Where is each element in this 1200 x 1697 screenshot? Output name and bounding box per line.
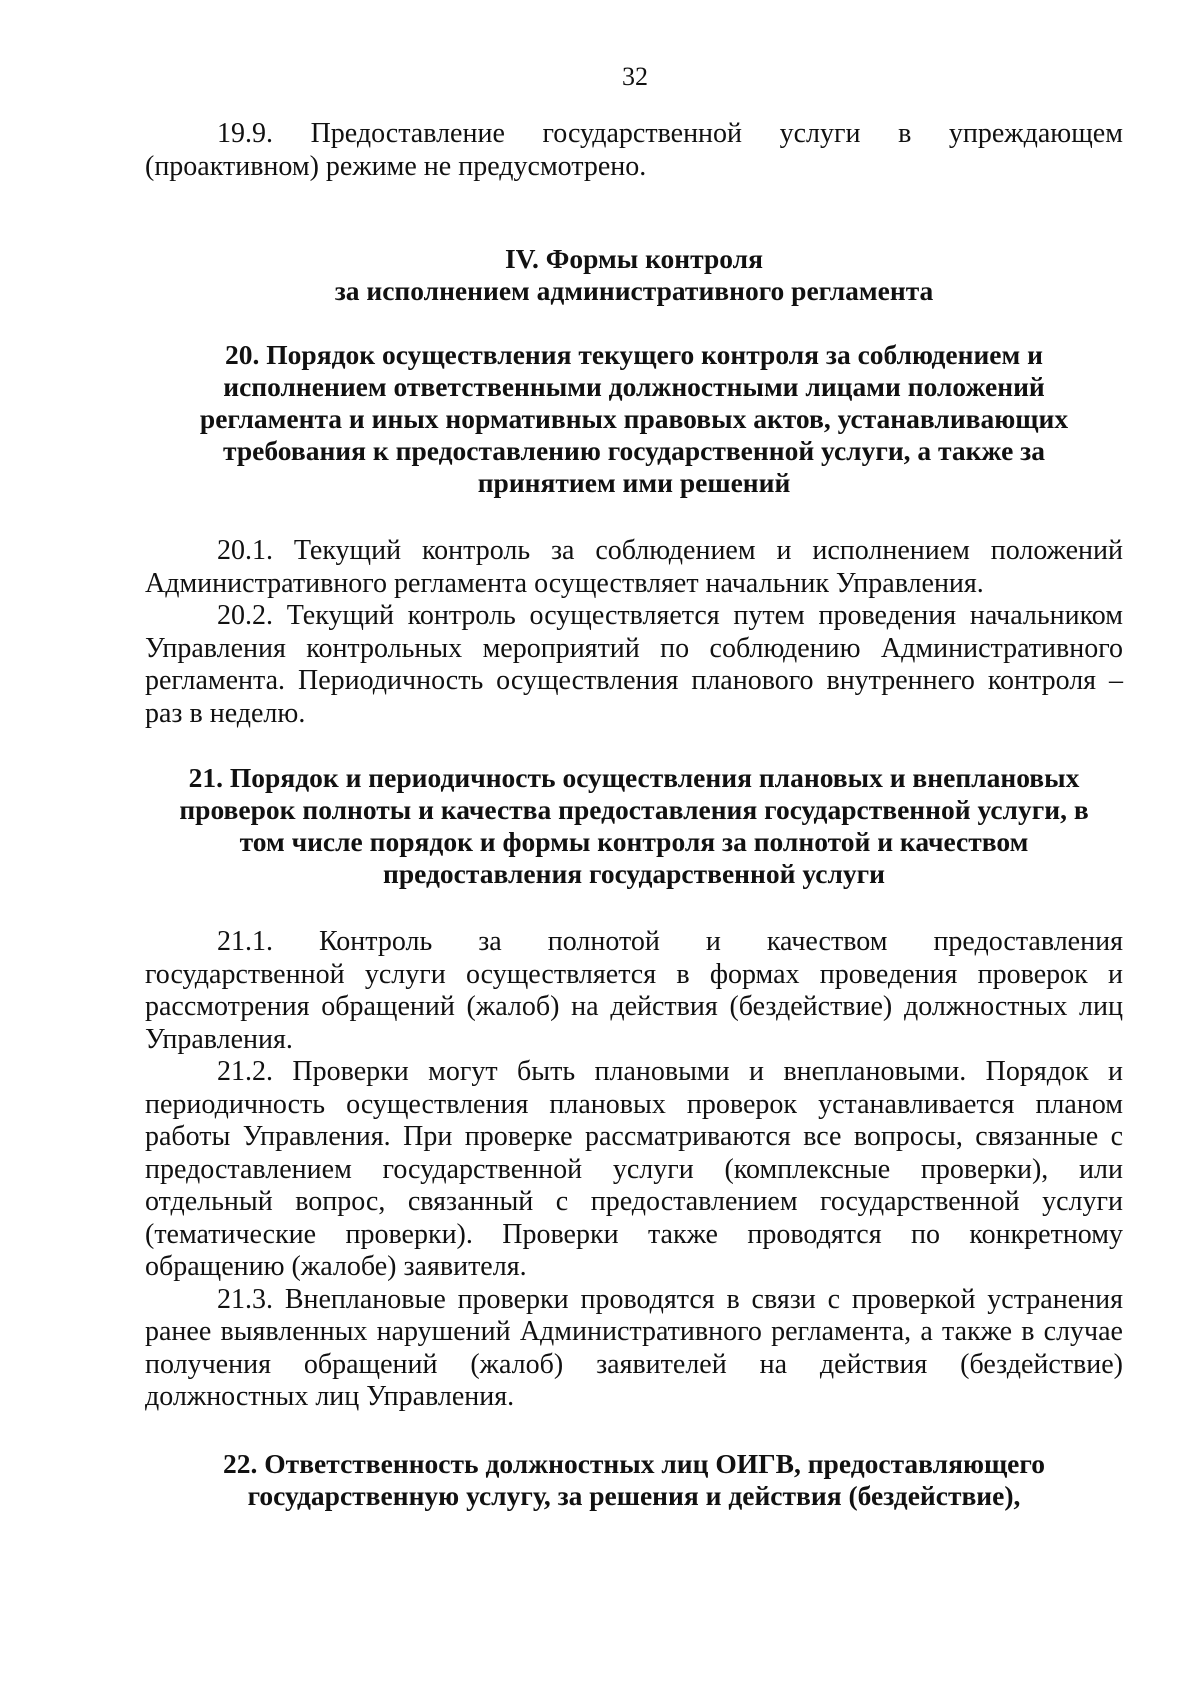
paragraph-21-1: [145, 926, 1123, 1056]
heading-21: [145, 762, 1123, 890]
section-iv-heading: [145, 243, 1123, 307]
word: за: [478, 926, 502, 957]
heading-20: [145, 339, 1123, 499]
heading-line: проверок полноты и качества предоставления государственной услуги, в: [179, 794, 1089, 825]
word: предоставления: [933, 926, 1123, 957]
paragraph-21-1-continuation: государственной услуги осуществляется в формах проведения проверок и рассмотрения обращений (жалоб) на действия (бездействие) должностных лиц Управления.: [145, 958, 1123, 1055]
heading-line: предоставления государственной услуги: [383, 858, 885, 889]
heading-line: исполнением ответственными должностными лицами положений: [223, 371, 1045, 402]
word: Контроль: [319, 926, 433, 957]
paragraph-19-9-continuation: (проактивном) режиме не предусмотрено.: [145, 150, 647, 182]
paragraph-21-1-first-line: [145, 926, 1123, 959]
word: и: [705, 926, 721, 957]
paragraph-19-9-first-line: [145, 118, 1123, 151]
heading-line: IV. Формы контроля: [504, 243, 763, 274]
word: государственной: [542, 118, 743, 149]
word: полнотой: [547, 926, 660, 957]
heading-line: за исполнением административного регламента: [334, 275, 934, 306]
heading-line: требования к предоставлению государственной услуги, а также за: [223, 435, 1045, 466]
heading-line: 22. Ответственность должностных лиц ОИГВ, предоставляющего: [223, 1447, 1045, 1479]
document-body: [145, 118, 1123, 1512]
heading-line: 21. Порядок и периодичность осуществления плановых и внеплановых: [188, 762, 1080, 793]
word: 19.9.: [217, 118, 273, 149]
heading-line: государственную услугу, за решения и действия (бездействие),: [247, 1479, 1021, 1511]
word: в: [898, 118, 912, 149]
paragraph-21-3: 21.3. Внеплановые проверки проводятся в связи с проверкой устранения ранее выявленных нарушений Административного регламента, а также в случае получения обращений (жалоб) заявителей на действия (бездействие) должностных лиц Управления.: [145, 1283, 1123, 1412]
paragraph-19-9: [145, 118, 1123, 183]
heading-line: 20. Порядок осуществления текущего контроля за соблюдением и: [225, 339, 1043, 370]
word: 21.1.: [217, 926, 273, 957]
word: Предоставление: [310, 118, 505, 149]
heading-line: принятием ими решений: [477, 467, 791, 498]
heading-22: [145, 1448, 1123, 1512]
paragraph-21-2: 21.2. Проверки могут быть плановыми и внеплановыми. Порядок и периодичность осуществления плановых проверок устанавливается планом работы Управления. При проверке рассматриваются все вопросы, связанные с предоставлением государственной услуги (комплексные проверки), или отдельный вопрос, связанный с предоставлением государственной услуги (тематические проверки). Проверки также проводятся по конкретному обращению (жалобе) заявителя.: [145, 1056, 1123, 1282]
page-number: 32: [622, 62, 648, 91]
heading-line: регламента и иных нормативных правовых актов, устанавливающих: [199, 403, 1069, 434]
paragraph-20-2: 20.2. Текущий контроль осуществляется путем проведения начальником Управления контрольных мероприятий по соблюдению Административного регламента. Периодичность осуществления планового внутреннего контроля – раз в неделю.: [145, 600, 1123, 729]
word: качеством: [766, 926, 888, 957]
paragraph-20-1: 20.1. Текущий контроль за соблюдением и исполнением положений Административного регламента осуществляет начальник Управления.: [145, 535, 1123, 599]
word: упреждающем: [948, 118, 1123, 149]
word: услуги: [779, 118, 861, 149]
heading-line: том числе порядок и формы контроля за полнотой и качеством: [239, 826, 1029, 857]
